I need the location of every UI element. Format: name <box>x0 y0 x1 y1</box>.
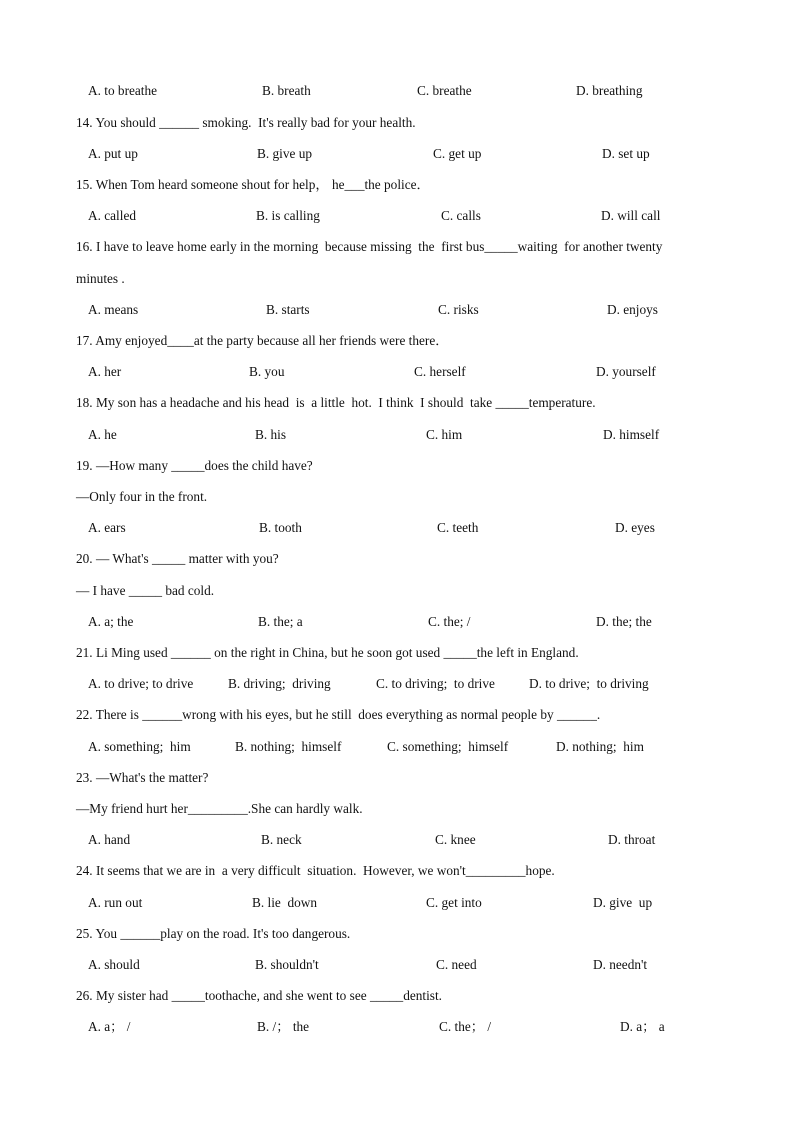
option-c: C. the; / <box>428 614 471 629</box>
option-c: C. breathe <box>417 83 472 98</box>
option-c: C. get into <box>426 895 482 910</box>
option-a: A. hand <box>88 832 131 847</box>
option-a: A. a； / <box>88 1019 131 1034</box>
option-d: D. nothing; him <box>556 739 644 754</box>
option-d: D. a； a <box>620 1019 665 1034</box>
option-a: A. run out <box>88 895 143 910</box>
option-d: D. himself <box>603 427 660 442</box>
option-c: C. calls <box>441 208 481 223</box>
option-c: C. knee <box>435 832 476 847</box>
option-b: B. neck <box>261 832 302 847</box>
question-stem: 26. My sister had _____toothache, and she went to see _____dentist. <box>76 988 442 1003</box>
option-d: D. will call <box>601 208 661 223</box>
option-b: B. give up <box>257 146 313 161</box>
option-a: A. means <box>88 302 139 317</box>
option-a: A. her <box>88 364 122 379</box>
question-stem: 14. You should ______ smoking. It's really bad for your health. <box>76 115 416 130</box>
option-c: C. risks <box>438 302 479 317</box>
option-b: B. is calling <box>256 208 320 223</box>
option-a: A. he <box>88 427 117 442</box>
option-d: D. needn't <box>593 957 648 972</box>
option-a: A. something; him <box>88 739 191 754</box>
question-stem: 20. — What's _____ matter with you? <box>76 551 279 566</box>
option-a: A. put up <box>88 146 138 161</box>
question-stem: 21. Li Ming used ______ on the right in China, but he soon got used _____the left in England. <box>76 645 579 660</box>
question-stem: 25. You ______play on the road. It's too dangerous. <box>76 926 351 941</box>
option-a: A. to breathe <box>88 83 158 98</box>
option-d: D. give up <box>593 895 653 910</box>
option-d: D. breathing <box>576 83 643 98</box>
option-a: A. to drive; to drive <box>88 676 194 691</box>
option-c: C. get up <box>433 146 482 161</box>
option-b: B. his <box>255 427 287 442</box>
option-d: D. throat <box>608 832 656 847</box>
question-stem: 22. There is ______wrong with his eyes, but he still does everything as normal people by ______. <box>76 707 601 722</box>
option-d: D. enjoys <box>607 302 658 317</box>
option-a: A. should <box>88 957 140 972</box>
question-stem: 15. When Tom heard someone shout for help， he___the police． <box>76 177 430 192</box>
option-c: C. him <box>426 427 463 442</box>
option-b: B. breath <box>262 83 311 98</box>
option-d: D. the; the <box>596 614 652 629</box>
option-c: C. herself <box>414 364 466 379</box>
question-stem-continued: minutes . <box>76 271 125 286</box>
question-stem: 19. —How many _____does the child have? <box>76 458 313 473</box>
dialogue-reply: —My friend hurt her_________.She can hardly walk. <box>76 801 363 816</box>
option-d: D. yourself <box>596 364 656 379</box>
option-b: B. the; a <box>258 614 303 629</box>
option-b: B. starts <box>266 302 310 317</box>
option-d: D. to drive; to driving <box>529 676 649 691</box>
option-b: B. shouldn't <box>255 957 319 972</box>
option-c: C. teeth <box>437 520 479 535</box>
option-c: C. the； / <box>439 1019 492 1034</box>
option-a: A. called <box>88 208 136 223</box>
dialogue-reply: — I have _____ bad cold. <box>76 583 215 598</box>
question-stem: 16. I have to leave home early in the morning because missing the first bus_____waiting for another twenty <box>76 239 663 254</box>
question-stem: 24. It seems that we are in a very difficult situation. However, we won't_________hope. <box>76 863 555 878</box>
option-d: D. set up <box>602 146 650 161</box>
option-c: C. something; himself <box>387 739 509 754</box>
option-c: C. to driving; to drive <box>376 676 495 691</box>
option-b: B. you <box>249 364 285 379</box>
option-c: C. need <box>436 957 477 972</box>
option-d: D. eyes <box>615 520 655 535</box>
question-stem: 23. —What's the matter? <box>76 770 209 785</box>
option-b: B. lie down <box>252 895 318 910</box>
option-a: A. a; the <box>88 614 134 629</box>
question-stem: 18. My son has a headache and his head is a little hot. I think I should take _____temperature. <box>76 395 596 410</box>
option-b: B. nothing; himself <box>235 739 342 754</box>
option-a: A. ears <box>88 520 126 535</box>
option-b: B. driving; driving <box>228 676 331 691</box>
option-b: B. tooth <box>259 520 302 535</box>
dialogue-reply: —Only four in the front. <box>76 489 208 504</box>
question-stem: 17. Amy enjoyed____at the party because all her friends were there． <box>76 333 449 348</box>
option-b: B. /； the <box>257 1019 310 1034</box>
